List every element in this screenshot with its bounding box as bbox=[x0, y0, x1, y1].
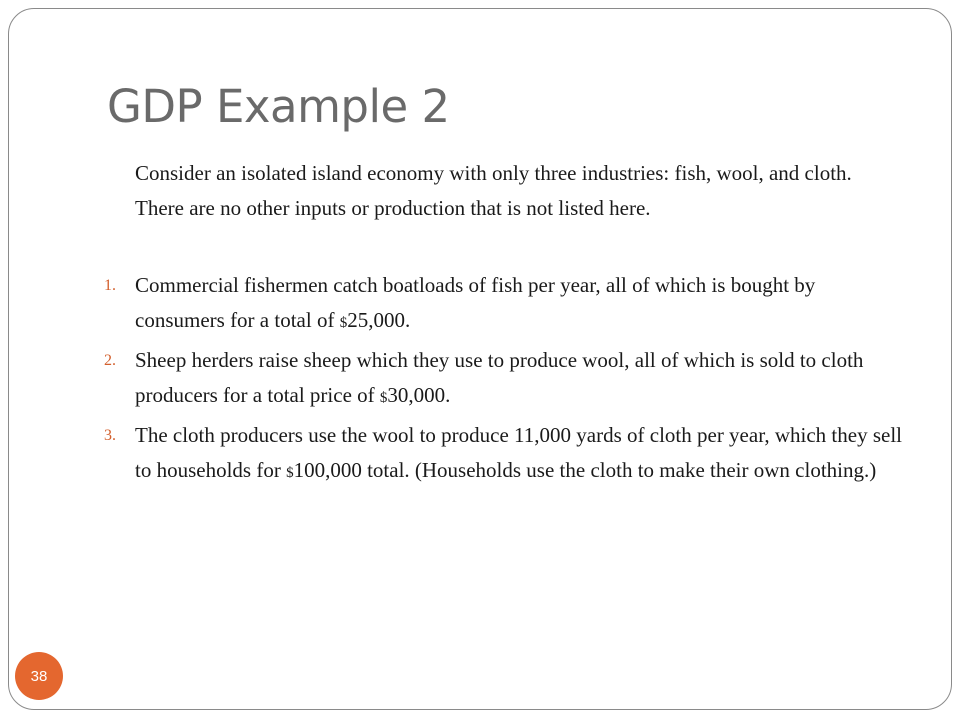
list-item-text-before: Sheep herders raise sheep which they use to produce wool, all of which is sold to cloth producers for a total price of bbox=[135, 348, 864, 407]
list-item-text bbox=[135, 348, 863, 407]
list-item-text-before: Commercial fishermen catch boatloads of fish per year, all of which is bought by consumers for a total of bbox=[135, 273, 816, 332]
dollar-sign: $ bbox=[339, 315, 348, 331]
list-item-text-after: 30,000. bbox=[387, 383, 451, 407]
list-item bbox=[104, 418, 909, 491]
dollar-sign: $ bbox=[379, 390, 388, 406]
list-item-text bbox=[135, 423, 902, 482]
list-item-number: 2. bbox=[104, 352, 116, 369]
slide-title: GDP Example 2 bbox=[107, 80, 450, 133]
list-item bbox=[104, 268, 909, 341]
list-item bbox=[104, 343, 909, 416]
list-item-number: 1. bbox=[104, 277, 116, 294]
slide-number-badge bbox=[15, 652, 63, 700]
numbered-list bbox=[104, 268, 909, 493]
intro-paragraph: Consider an isolated island economy with only three industries: fish, wool, and cloth. There are no other inputs or production that is not listed here. bbox=[135, 161, 852, 220]
slide-number: 38 bbox=[30, 667, 48, 685]
dollar-sign: $ bbox=[286, 465, 294, 481]
list-item-text-before: The cloth producers use the wool to produce 11,000 yards of cloth per year, which they sell to households for bbox=[135, 423, 902, 482]
list-item-text-after: 100,000 total. (Households use the cloth to make their own clothing.) bbox=[293, 458, 877, 482]
list-item-text bbox=[135, 273, 815, 332]
list-item-text-after: 25,000. bbox=[347, 308, 411, 332]
list-item-number: 3. bbox=[104, 427, 116, 444]
